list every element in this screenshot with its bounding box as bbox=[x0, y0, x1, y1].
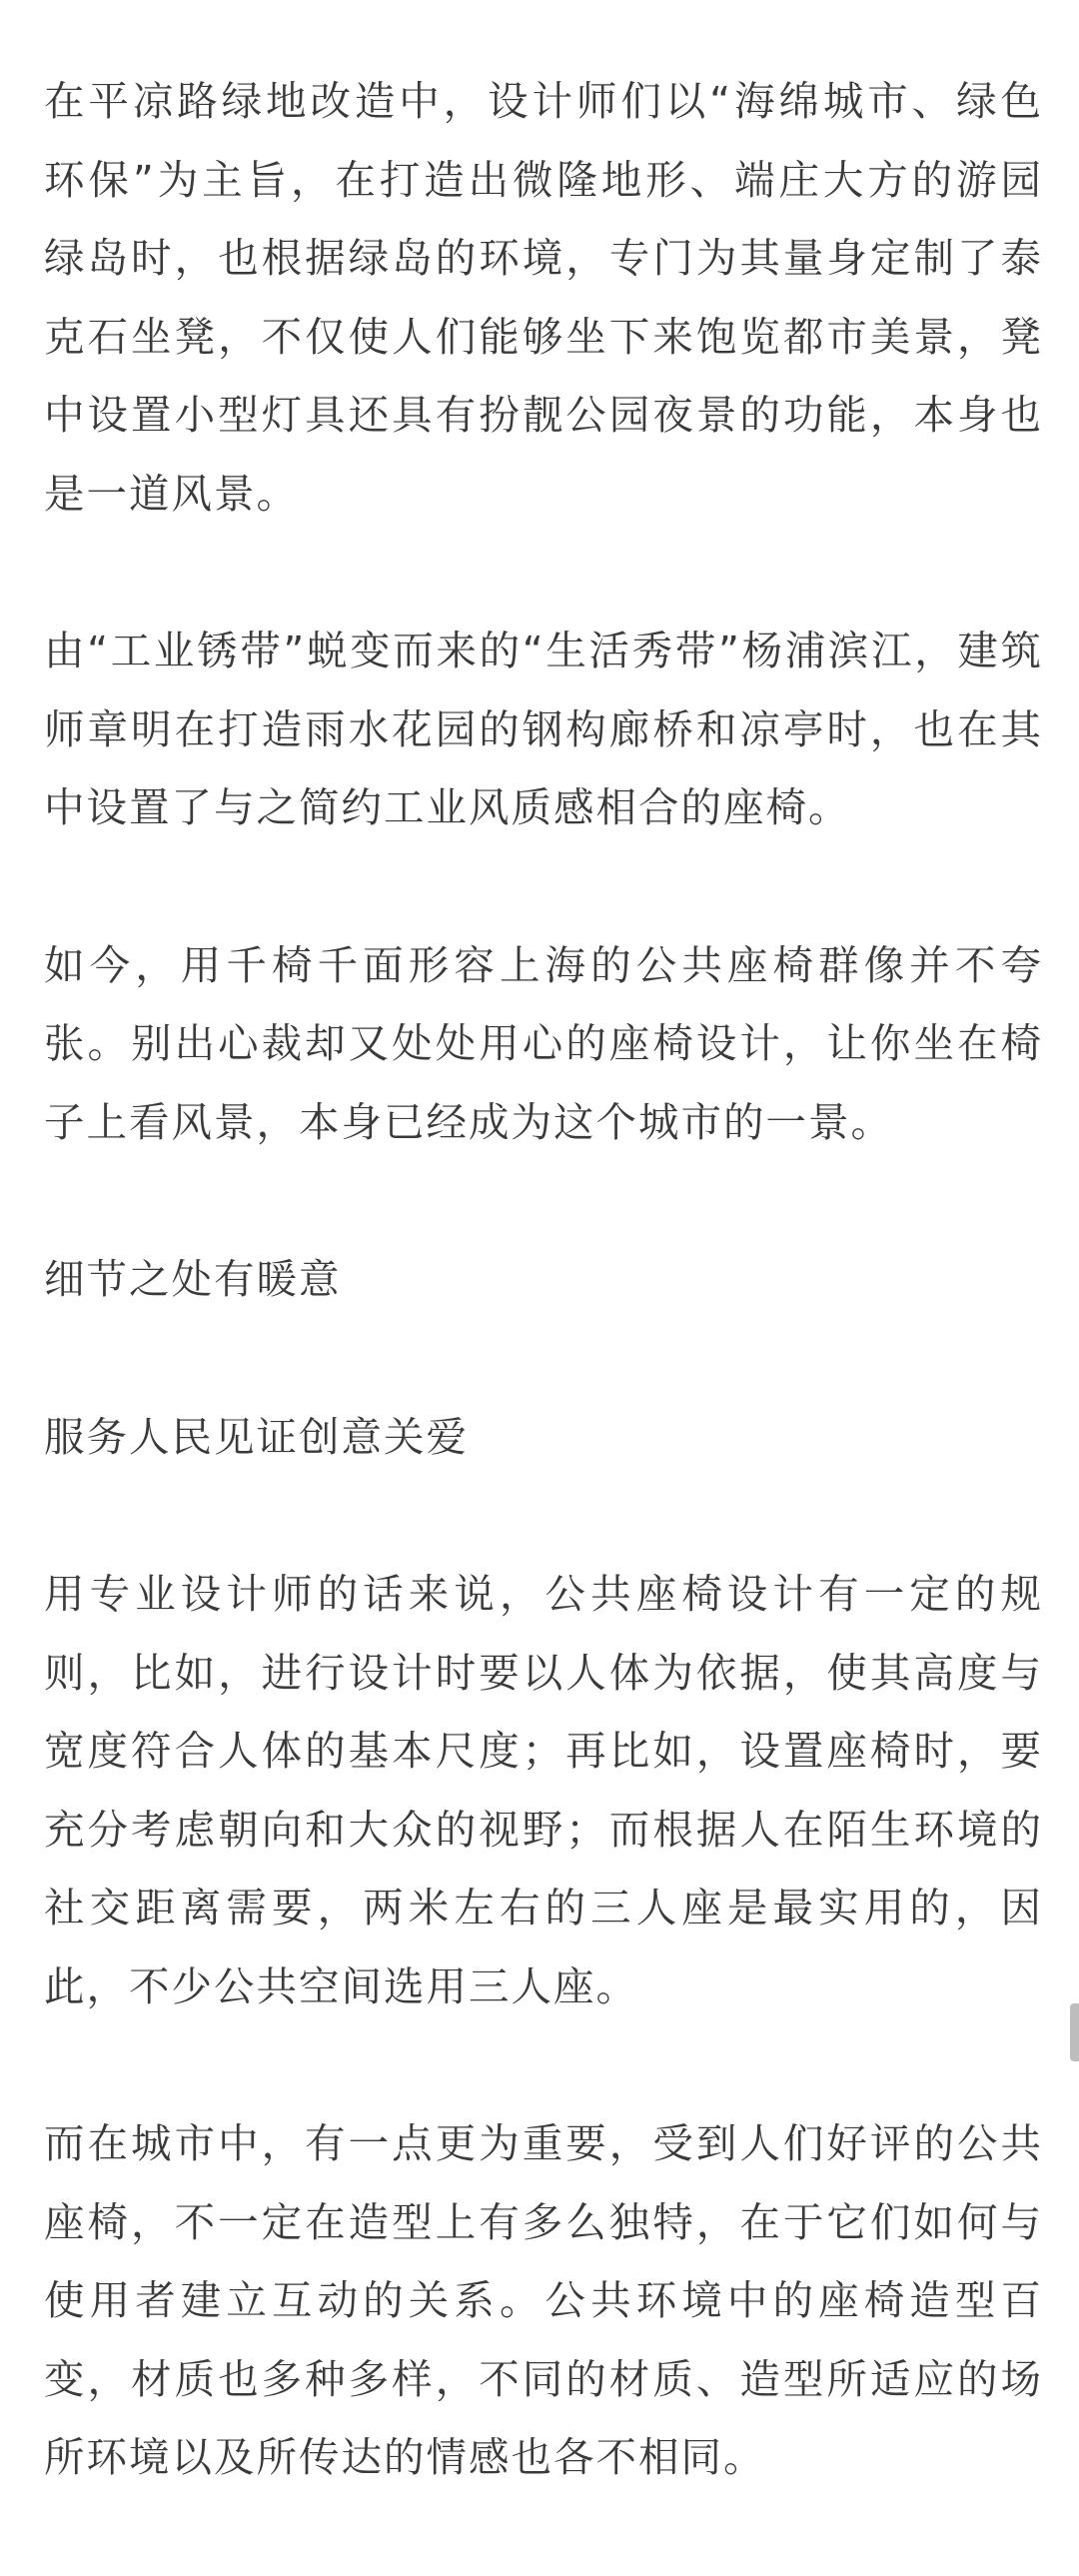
paragraph-interaction: 而在城市中，有一点更为重要，受到人们好评的公共座椅，不一定在造型上有多么独特，在于它们如何与使用者建立互动的关系。公共环境中的座椅造型百变，材质也多种多样，不同的材质、造型所适应的场所环境以及所传达的情感也各不相同。 bbox=[44, 2119, 1043, 2481]
article-body bbox=[44, 62, 1043, 2576]
paragraph-thousand-chairs: 如今，用千椅千面形容上海的公共座椅群像并不夸张。别出心裁却又处处用心的座椅设计，让你坐在椅子上看风景，本身已经成为这个城市的一景。 bbox=[44, 940, 1043, 1146]
section-subheading-service: 服务人民见证创意关爱 bbox=[44, 1412, 469, 1461]
section-heading-details: 细节之处有暖意 bbox=[44, 1255, 342, 1303]
paragraph-design-rules: 用专业设计师的话来说，公共座椅设计有一定的规则，比如，进行设计时要以人体为依据，使其高度与宽度符合人体的基本尺度；再比如，设置座椅时，要充分考虑朝向和大众的视野；而根据人在陌生环境的社交距离需要，两米左右的三人座是最实用的，因此，不少公共空间选用三人座。 bbox=[44, 1570, 1043, 2010]
scrollbar-thumb[interactable] bbox=[1070, 2003, 1079, 2061]
paragraph-yangpu-riverside: 由“工业锈带”蜕变而来的“生活秀带”杨浦滨江，建筑师章明在打造雨水花园的钢构廊桥和凉亭时，也在其中设置了与之简约工业风质感相合的座椅。 bbox=[44, 627, 1043, 831]
paragraph-pingliang-road: 在平凉路绿地改造中，设计师们以“海绵城市、绿色环保”为主旨，在打造出微隆地形、端庄大方的游园绿岛时，也根据绿岛的环境，专门为其量身定制了泰克石坐凳，不仅使人们能够坐下来饱览都市美景，凳中设置小型灯具还具有扮靓公园夜景的功能，本身也是一道风景。 bbox=[44, 77, 1043, 518]
